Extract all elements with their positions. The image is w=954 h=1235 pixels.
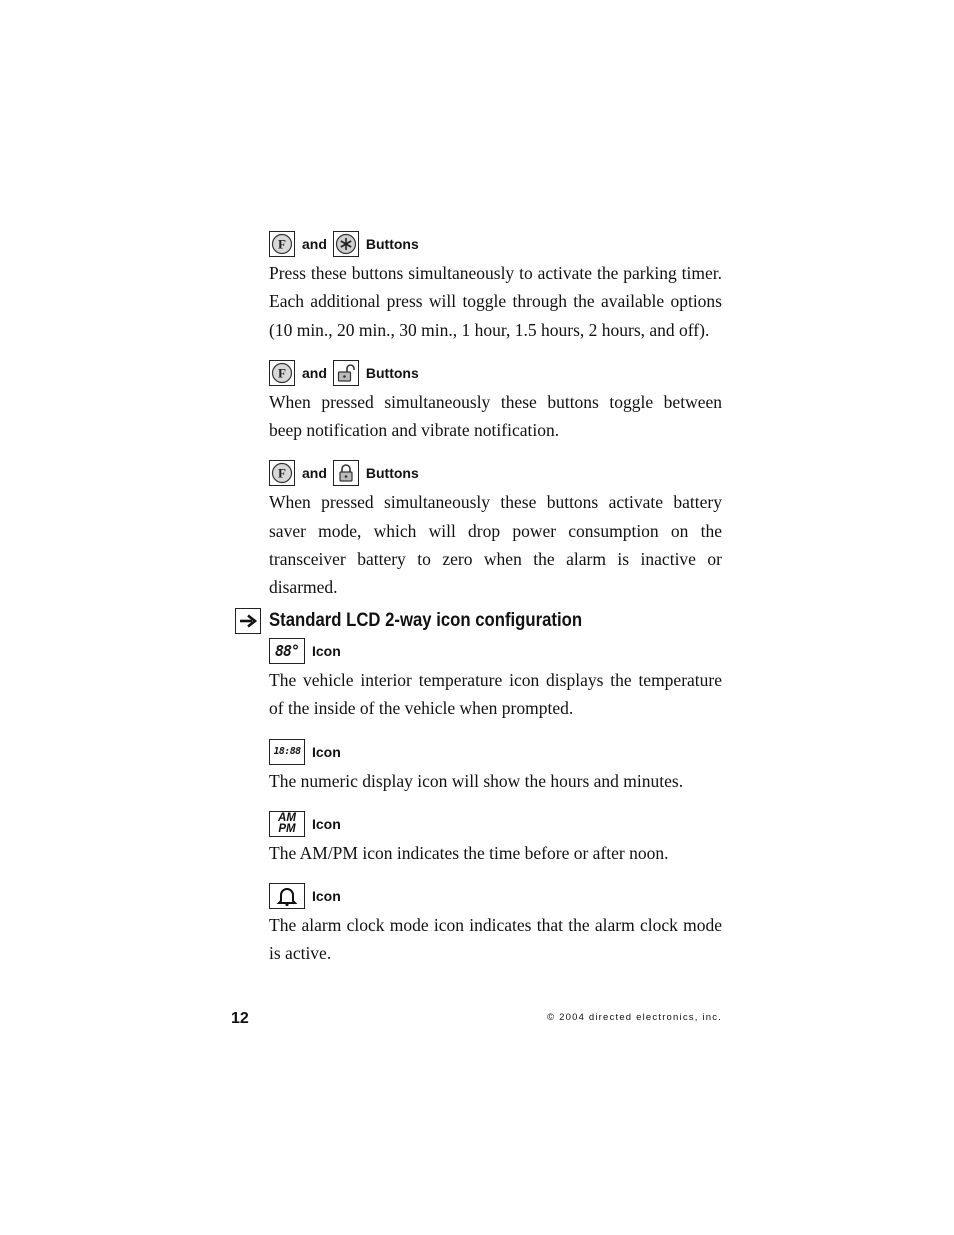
icon-am-pm: [269, 809, 722, 867]
icon-label: Icon: [312, 888, 341, 905]
icon-numeric-display: [269, 737, 722, 795]
button-combo-heading: [269, 458, 722, 488]
icon-heading: [269, 636, 722, 666]
icon-label: Icon: [312, 743, 341, 760]
f-button-icon: [269, 231, 295, 257]
alarm-clock-description: The alarm clock mode icon indicates that the alarm clock mode is active.: [269, 915, 722, 964]
icon-heading: [269, 737, 722, 767]
svg-text:F: F: [278, 236, 286, 252]
numeric-display-icon: [269, 739, 305, 765]
alarm-bell-icon: [269, 883, 305, 909]
icon-label: Icon: [312, 815, 341, 832]
lcd-icon-list: [269, 636, 722, 982]
battery-saver-description: When pressed simultaneously these buttons activate battery saver mode, which will drop power consumption on the transceiver battery to zero when the alarm is inactive or disarmed.: [269, 492, 722, 598]
and-label: and: [302, 236, 327, 252]
copyright-notice: © 2004 directed electronics, inc.: [547, 1012, 722, 1023]
icon-label: Icon: [312, 643, 341, 659]
button-combinations: [269, 229, 722, 616]
icon-alarm-clock: [269, 881, 722, 968]
lock-button-icon: [333, 460, 359, 486]
svg-text:F: F: [278, 365, 286, 381]
parking-timer-description: Press these buttons simultaneously to activate the parking timer. Each additional press will toggle through the available options (10 min., 20 min., 30 min., 1 hour, 1.5 hours, 2 hours, and off).: [269, 263, 722, 340]
pm-text: PM: [278, 822, 296, 835]
button-combo-heading: [269, 358, 722, 388]
icon-heading: [269, 881, 722, 911]
f-button-icon: [269, 360, 295, 386]
numeric-icon-text: 18:88: [273, 746, 301, 758]
arrow-right-icon: [235, 608, 261, 634]
numeric-display-description: The numeric display icon will show the hours and minutes.: [269, 770, 684, 791]
button-combo-notification: [269, 358, 722, 445]
asterisk-button-icon: [333, 231, 359, 257]
svg-text:F: F: [278, 465, 286, 481]
am-pm-description: The AM/PM icon indicates the time before or after noon.: [269, 842, 669, 863]
icon-temperature: [269, 636, 722, 723]
button-combo-heading: [269, 229, 722, 259]
section-heading: [235, 608, 625, 634]
f-button-icon: [269, 460, 295, 486]
am-text: AM: [278, 811, 296, 824]
buttons-label: Buttons: [365, 236, 419, 252]
button-combo-battery-saver: [269, 458, 722, 601]
button-combo-parking-timer: [269, 229, 722, 344]
buttons-label: Buttons: [365, 465, 419, 482]
temperature-icon-description: The vehicle interior temperature icon displays the temperature of the inside of the vehicle when prompted.: [269, 670, 722, 719]
notification-description: When pressed simultaneously these buttons toggle between beep notification and vibrate notification.: [269, 391, 722, 441]
temperature-icon-text: 88°: [274, 642, 300, 660]
and-label: and: [302, 364, 327, 381]
and-label: and: [302, 465, 327, 482]
page-number: 12: [231, 1010, 249, 1027]
section-title: Standard LCD 2-way icon configuration: [269, 610, 583, 631]
unlock-button-icon: [333, 360, 359, 386]
am-pm-icon: [269, 811, 305, 837]
icon-heading: [269, 809, 722, 839]
buttons-label: Buttons: [365, 364, 419, 381]
temperature-88-icon: [269, 638, 305, 664]
